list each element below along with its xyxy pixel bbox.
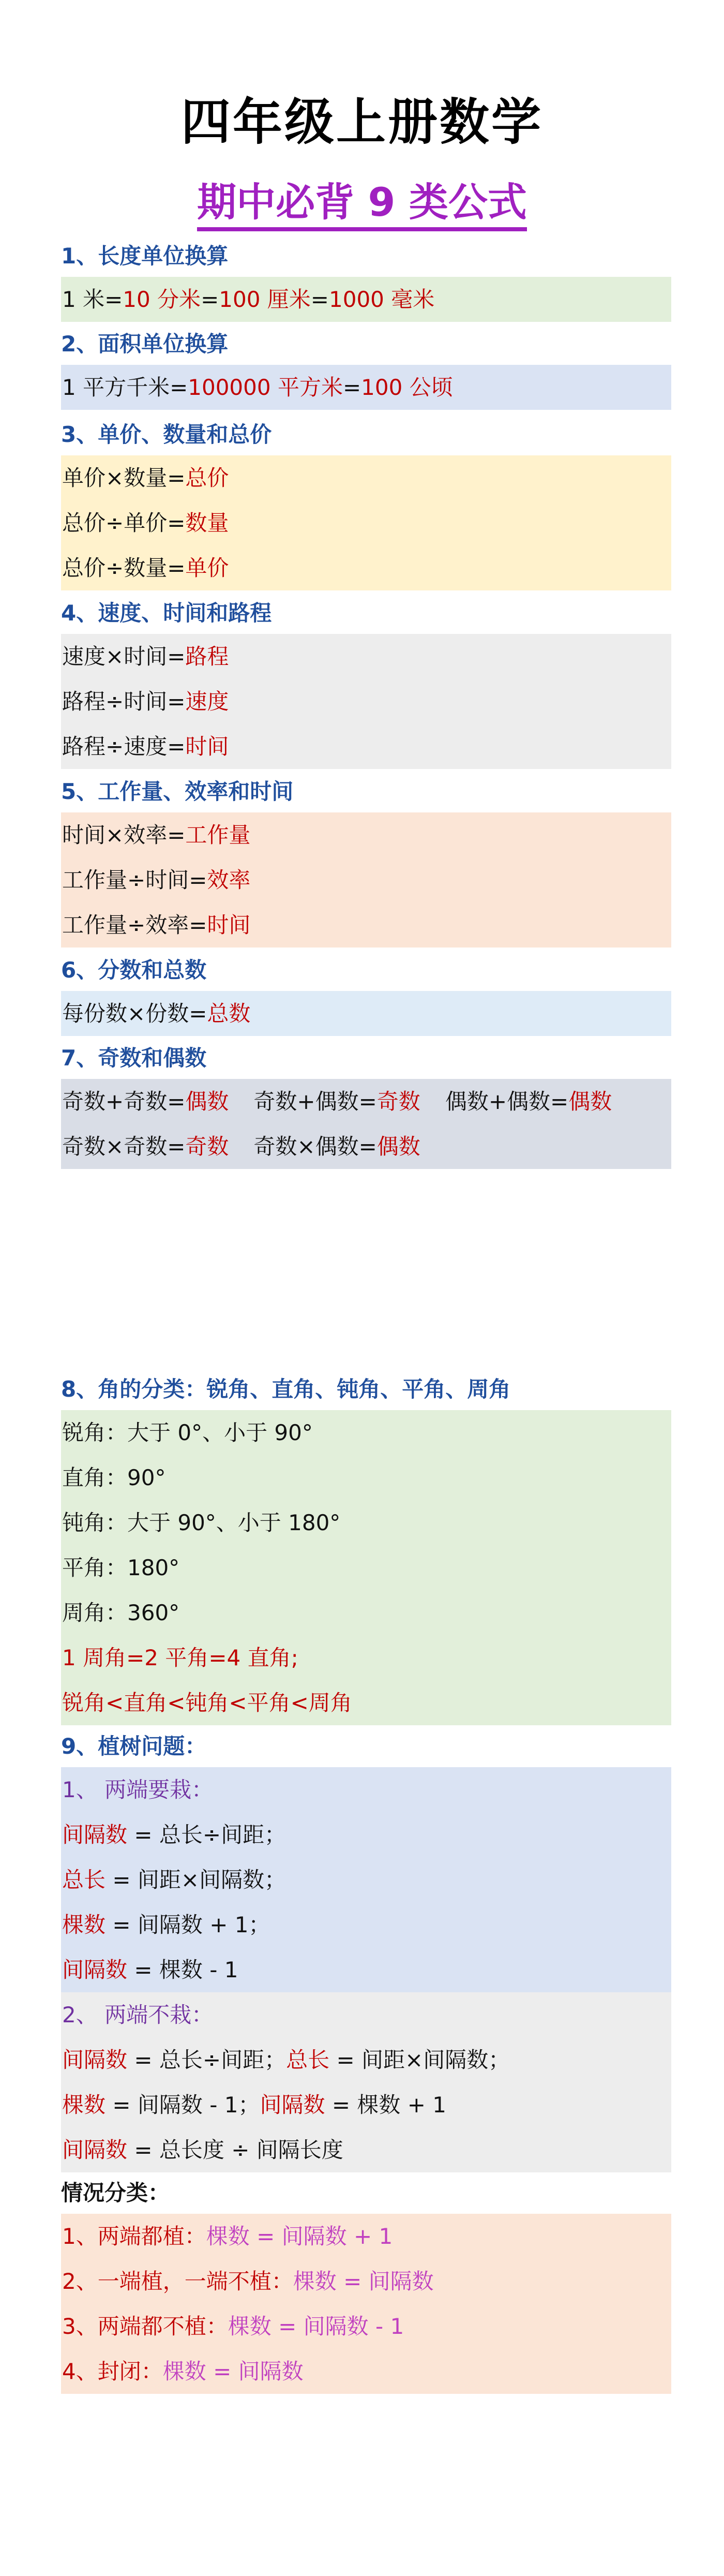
formula-text: 奇数×偶数= xyxy=(253,1134,377,1159)
formula-box xyxy=(61,455,671,590)
section-tree-planting xyxy=(61,1726,671,2394)
formula-text: = 棵数 - 1 xyxy=(127,1957,238,1982)
formula-text: 速度×时间= xyxy=(62,644,186,669)
formula-text: = 间隔数 + 1； xyxy=(105,1912,270,1937)
summary-box xyxy=(61,2214,671,2394)
formula-line: 钝角：大于 90°、小于 180° xyxy=(62,1510,341,1535)
formula-line xyxy=(61,1902,671,1947)
summary-line xyxy=(61,2349,671,2394)
formula-text: 时间×效率= xyxy=(62,822,186,848)
formula-key: 间隔数 xyxy=(62,1957,128,1982)
formula-result: 总价 xyxy=(185,465,229,491)
formula-line xyxy=(61,991,671,1036)
summary-line xyxy=(61,2214,671,2259)
summary-formula: 棵数 = 间隔数 + 1 xyxy=(206,2224,393,2249)
formula-text: = 总长÷间距； xyxy=(127,2047,286,2072)
formula-text: 奇数×奇数= xyxy=(62,1134,186,1159)
formula-line xyxy=(61,1857,671,1902)
formula-text: = 棵数 + 1 xyxy=(325,2092,447,2118)
formula-text: 总价÷数量= xyxy=(62,555,186,581)
formula-box xyxy=(61,634,671,769)
formula-result: 偶数 xyxy=(376,1134,420,1159)
summary-label: 2、一端植，一端不植： xyxy=(62,2269,293,2294)
section-work xyxy=(61,771,671,948)
formula-box xyxy=(61,991,671,1036)
formula-text: = 间距×间隔数； xyxy=(329,2047,510,2072)
formula-line xyxy=(61,857,671,902)
formula-line xyxy=(61,2127,671,2172)
formula-key: 棵数 xyxy=(62,1912,106,1937)
summary-formula: 棵数 = 间隔数 - 1 xyxy=(228,2314,404,2339)
formula-line xyxy=(61,2082,671,2127)
formula-result: 工作量 xyxy=(185,822,251,848)
section-area-units xyxy=(61,323,671,410)
formula-line xyxy=(61,679,671,724)
formula-text: 工作量÷效率= xyxy=(62,912,207,938)
formula-text: 偶数+偶数= xyxy=(445,1089,569,1114)
formula-key: 间隔数 xyxy=(62,2137,128,2163)
case-title: 1、 两端要栽： xyxy=(62,1777,214,1802)
section-heading: 2、面积单位换算 xyxy=(61,331,229,357)
subtitle-text: 期中必背 9 类公式 xyxy=(197,179,527,231)
section-total xyxy=(61,950,671,1036)
formula-line xyxy=(61,500,671,545)
formula-result: 效率 xyxy=(207,867,251,893)
summary-formula: 棵数 = 间隔数 xyxy=(162,2359,304,2384)
formula-result: 偶数 xyxy=(568,1089,612,1114)
formula-line xyxy=(61,634,671,679)
formula-text: = 间隔数 - 1； xyxy=(105,2092,260,2118)
formula-result: 数量 xyxy=(185,510,229,536)
formula-text: = 总长÷间距； xyxy=(127,1822,286,1847)
formula-text: = xyxy=(201,287,219,312)
formula-text: 路程÷时间= xyxy=(62,689,186,714)
formula-line xyxy=(61,277,671,322)
formula-box xyxy=(61,1410,671,1725)
formula-key: 间隔数 xyxy=(260,2092,325,2118)
formula-text: = 总长度 ÷ 间隔长度 xyxy=(127,2137,343,2163)
formula-line: 周角：360° xyxy=(62,1600,180,1625)
formula-line xyxy=(61,902,671,948)
formula-line xyxy=(61,1947,671,1992)
section-length-units xyxy=(61,235,671,322)
section-heading: 4、速度、时间和路程 xyxy=(61,600,272,626)
formula-line: 平角：180° xyxy=(62,1555,180,1580)
formula-line xyxy=(61,455,671,500)
formula-result: 路程 xyxy=(185,644,229,669)
formula-result: 时间 xyxy=(185,734,229,759)
formula-result: 100 公顷 xyxy=(361,375,453,400)
formula-box xyxy=(61,277,671,322)
summary-label: 3、两端都不植： xyxy=(62,2314,228,2339)
formula-line xyxy=(61,724,671,769)
formula-line xyxy=(61,812,671,857)
summary-label: 4、封闭： xyxy=(62,2359,163,2384)
formula-box xyxy=(61,812,671,948)
section-heading: 5、工作量、效率和时间 xyxy=(61,779,294,804)
summary-line xyxy=(61,2304,671,2349)
section-heading: 7、奇数和偶数 xyxy=(61,1045,207,1071)
formula-result: 偶数 xyxy=(185,1089,229,1114)
formula-key: 总长 xyxy=(62,1867,106,1892)
formula-key: 棵数 xyxy=(62,2092,106,2118)
section-odd-even xyxy=(61,1038,671,1169)
formula-key: 间隔数 xyxy=(62,1822,128,1847)
formula-result: 奇数 xyxy=(376,1089,420,1114)
formula-line: 锐角<直角<钝角<平角<周角 xyxy=(62,1690,352,1715)
formula-result: 1000 毫米 xyxy=(329,287,435,312)
section-speed xyxy=(61,593,671,769)
formula-box xyxy=(61,365,671,410)
case-box xyxy=(61,1767,671,1992)
formula-line xyxy=(61,1079,671,1124)
formula-line xyxy=(61,1124,671,1169)
formula-text: 1 平方千米= xyxy=(62,375,188,400)
section-heading: 9、植树问题： xyxy=(61,1734,207,1759)
formula-result: 单价 xyxy=(185,555,229,581)
formula-line xyxy=(61,545,671,590)
formula-text: = 间距×间隔数； xyxy=(105,1867,286,1892)
section-heading: 6、分数和总数 xyxy=(61,957,207,983)
formula-result: 100 厘米 xyxy=(219,287,311,312)
formula-line: 直角：90° xyxy=(62,1465,166,1490)
summary-line xyxy=(61,2259,671,2304)
case-title: 2、 两端不栽： xyxy=(62,2002,214,2027)
formula-text: 1 米= xyxy=(62,287,123,312)
formula-text: 总价÷单价= xyxy=(62,510,186,536)
section-heading: 1、长度单位换算 xyxy=(61,243,229,269)
page-subtitle xyxy=(0,171,724,227)
formula-text: = xyxy=(310,287,329,312)
formula-text: 奇数+奇数= xyxy=(62,1089,186,1114)
formula-key: 间隔数 xyxy=(62,2047,128,2072)
formula-text: 每份数×份数= xyxy=(62,1001,207,1026)
formula-box xyxy=(61,1079,671,1169)
section-heading: 8、角的分类：锐角、直角、钝角、平角、周角 xyxy=(61,1376,511,1402)
section-heading: 3、单价、数量和总价 xyxy=(61,422,272,447)
formula-line: 1 周角=2 平角=4 直角; xyxy=(62,1645,298,1670)
formula-result: 100000 平方米 xyxy=(188,375,343,400)
formula-text: 路程÷速度= xyxy=(62,734,186,759)
formula-line xyxy=(61,1812,671,1857)
formula-line xyxy=(61,365,671,410)
formula-result: 速度 xyxy=(185,689,229,714)
formula-text: 单价×数量= xyxy=(62,465,186,491)
formula-result: 10 分米 xyxy=(123,287,201,312)
formula-result: 时间 xyxy=(207,912,251,938)
summary-heading: 情况分类： xyxy=(61,2180,170,2205)
formula-text: = xyxy=(342,375,361,400)
formula-result: 总数 xyxy=(207,1001,251,1026)
formula-text: 工作量÷时间= xyxy=(62,867,207,893)
formula-text: 奇数+偶数= xyxy=(253,1089,377,1114)
page-title: 四年级上册数学 xyxy=(181,93,543,151)
summary-formula: 棵数 = 间隔数 xyxy=(293,2269,434,2294)
formula-line xyxy=(61,2037,671,2082)
formula-result: 奇数 xyxy=(185,1134,229,1159)
section-angles xyxy=(61,1369,671,1725)
section-price xyxy=(61,414,671,590)
formula-key: 总长 xyxy=(286,2047,330,2072)
summary-label: 1、两端都植： xyxy=(62,2224,206,2249)
formula-line: 锐角：大于 0°、小于 90° xyxy=(62,1420,313,1445)
case-box xyxy=(61,1992,671,2172)
